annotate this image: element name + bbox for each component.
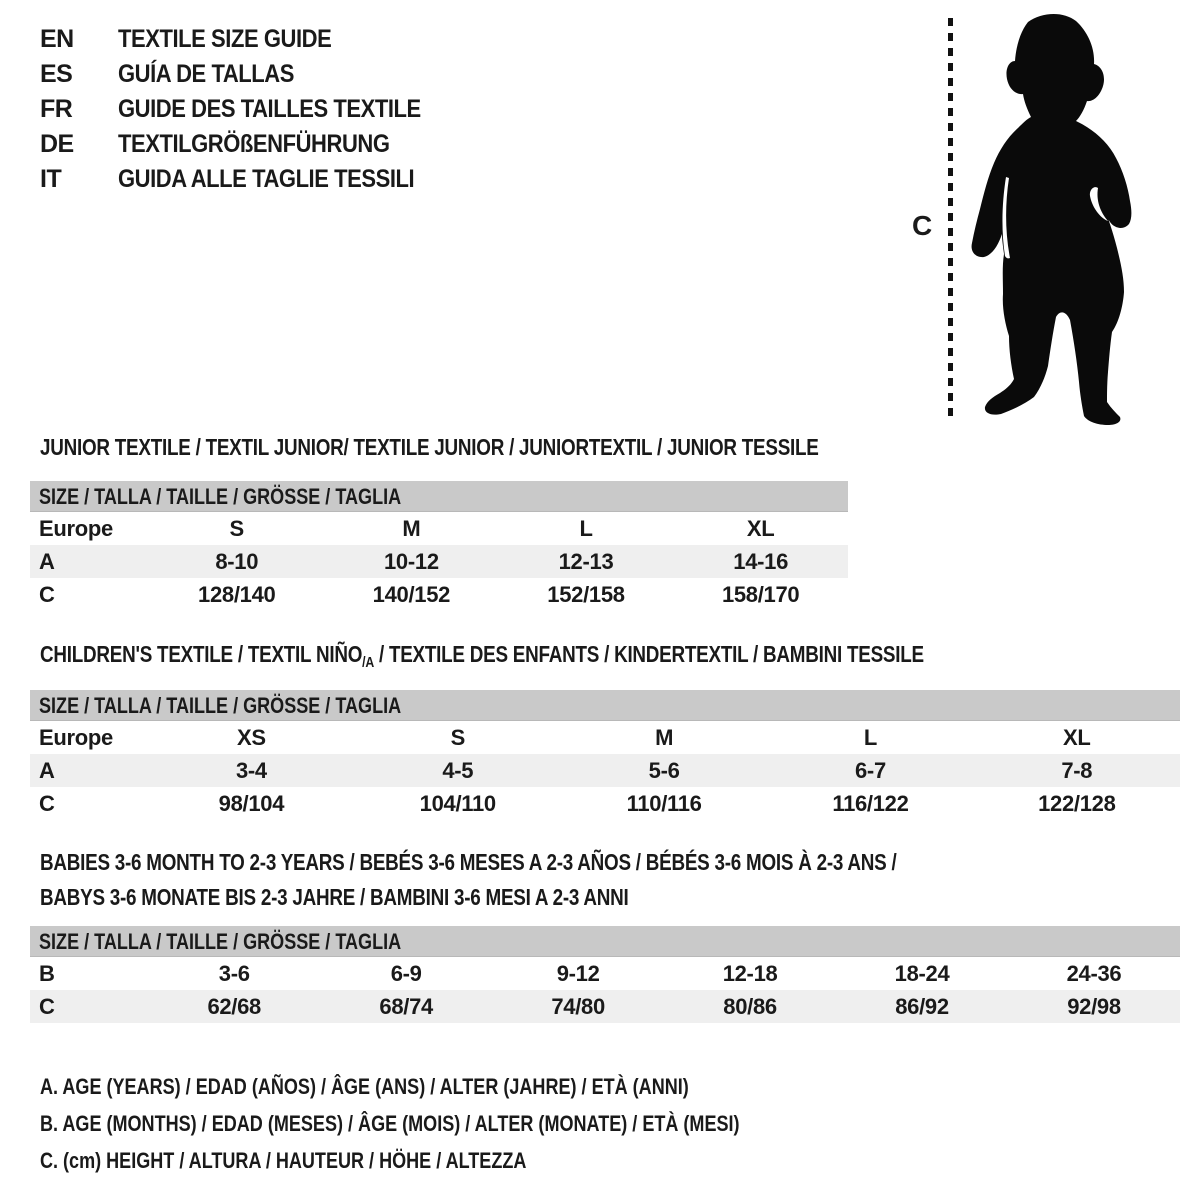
table-row (30, 990, 1180, 1023)
babies-section-title-line1: BABIES 3-6 MONTH TO 2-3 YEARS / BEBÉS 3-6 MESES A 2-3 AÑOS / BÉBÉS 3-6 MOIS À 2-3 ANS / (40, 849, 897, 875)
measurement-legend (40, 1068, 893, 1179)
row-label: A (39, 549, 55, 574)
size-cell: M (655, 725, 674, 750)
row-label: C (39, 582, 55, 607)
language-title-list (40, 22, 462, 197)
table-row (30, 754, 1180, 787)
lang-code: IT (40, 165, 62, 193)
height-dashed-line (948, 18, 953, 416)
height-cell: 128/140 (198, 582, 276, 607)
babies-size-table (30, 926, 1180, 1023)
babies-section-title-line2: BABYS 3-6 MONATE BIS 2-3 JAHRE / BAMBINI 3-6 MESI A 2-3 ANNI (40, 884, 629, 910)
size-cell: S (229, 516, 244, 541)
table-row (30, 545, 848, 578)
age-cell: 3-6 (218, 961, 250, 986)
table-row (30, 787, 1180, 820)
size-cell: S (450, 725, 465, 750)
age-cell: 14-16 (733, 549, 789, 574)
junior-size-table (30, 481, 848, 611)
height-cell: 116/122 (832, 791, 909, 816)
size-cell: XL (1063, 725, 1091, 750)
size-cell: L (579, 516, 593, 541)
lang-code: ES (40, 60, 73, 88)
height-cell: 140/152 (372, 582, 451, 607)
lang-row-en (40, 22, 462, 57)
age-cell: 12-18 (722, 961, 778, 986)
row-label: A (39, 758, 55, 783)
age-cell: 9-12 (556, 961, 600, 986)
height-measure-label: C (912, 210, 933, 241)
age-cell: 18-24 (894, 961, 950, 986)
table-row (30, 957, 1180, 990)
lang-title: GUIDA ALLE TAGLIE TESSILI (118, 165, 415, 193)
age-cell: 4-5 (442, 758, 474, 783)
age-cell: 3-4 (235, 758, 267, 783)
toddler-silhouette-image (958, 10, 1148, 428)
height-cell: 158/170 (721, 582, 800, 607)
row-label: C (39, 791, 55, 816)
age-cell: 7-8 (1061, 758, 1093, 783)
height-cell: 86/92 (895, 994, 949, 1019)
row-label: Europe (39, 516, 113, 541)
children-section-title: CHILDREN'S TEXTILE / TEXTIL $NIÑO_{/A}$ / TEXTILE DES ENFANTS / KINDERTEXTIL / BAMBINI TESSILE (40, 641, 924, 671)
lang-title: GUIDE DES TAILLES TEXTILE (118, 95, 421, 123)
size-cell: XL (746, 516, 775, 541)
age-cell: 5-6 (648, 758, 680, 783)
lang-row-es (40, 57, 462, 92)
age-cell: 6-9 (390, 961, 422, 986)
legend-line-b: B. AGE (MONTHS) / EDAD (MESES) / ÂGE (MOIS) / ALTER (MONATE) / ETÀ (MESI) (40, 1111, 740, 1136)
children-size-header-band: SIZE / TALLA / TAILLE / GRÖSSE / TAGLIA (30, 690, 1180, 721)
height-cell: 110/116 (626, 791, 702, 816)
table-row (30, 512, 848, 545)
height-cell: 62/68 (207, 994, 261, 1019)
lang-code: DE (40, 130, 74, 158)
lang-row-de (40, 127, 462, 162)
age-cell: 10-12 (383, 549, 439, 574)
lang-title: TEXTILE SIZE GUIDE (118, 25, 332, 53)
height-cell: 152/158 (547, 582, 625, 607)
size-cell: L (863, 725, 878, 750)
lang-code: FR (40, 95, 73, 123)
height-cell: 74/80 (551, 994, 605, 1019)
height-cell: 92/98 (1067, 994, 1121, 1019)
junior-size-header-band: SIZE / TALLA / TAILLE / GRÖSSE / TAGLIA (30, 481, 848, 512)
row-label: C (39, 994, 55, 1019)
table-row (30, 721, 1180, 754)
row-label: B (39, 961, 55, 986)
height-cell: 68/74 (379, 994, 433, 1019)
height-cell: 80/86 (723, 994, 777, 1019)
age-cell: 8-10 (215, 549, 259, 574)
babies-size-header-band: SIZE / TALLA / TAILLE / GRÖSSE / TAGLIA (30, 926, 1180, 957)
title-subscript: /A (362, 654, 374, 671)
size-cell: M (402, 516, 421, 541)
height-cell: 104/110 (419, 791, 496, 816)
legend-line-a: A. AGE (YEARS) / EDAD (AÑOS) / ÂGE (ANS) / ALTER (JAHRE) / ETÀ (ANNI) (40, 1074, 689, 1099)
height-cell: 122/128 (1038, 791, 1116, 816)
lang-title: TEXTILGRÖßENFÜHRUNG (118, 130, 390, 158)
age-cell: 6-7 (855, 758, 886, 783)
size-cell: XS (237, 725, 266, 750)
height-cell: 98/104 (218, 791, 285, 816)
table-row (30, 578, 848, 611)
row-label: Europe (39, 725, 113, 750)
lang-row-fr (40, 92, 462, 127)
lang-row-it (40, 162, 462, 197)
lang-title: GUÍA DE TALLAS (118, 60, 294, 88)
junior-section-title: JUNIOR TEXTILE / TEXTIL JUNIOR/ TEXTILE JUNIOR / JUNIORTEXTIL / JUNIOR TESSILE (40, 434, 819, 460)
children-size-table (30, 690, 1180, 820)
legend-line-c: C. (cm) HEIGHT / ALTURA / HAUTEUR / HÖHE / ALTEZZA (40, 1148, 527, 1173)
age-cell: 12-13 (558, 549, 614, 574)
lang-code: EN (40, 25, 74, 53)
age-cell: 24-36 (1066, 961, 1122, 986)
